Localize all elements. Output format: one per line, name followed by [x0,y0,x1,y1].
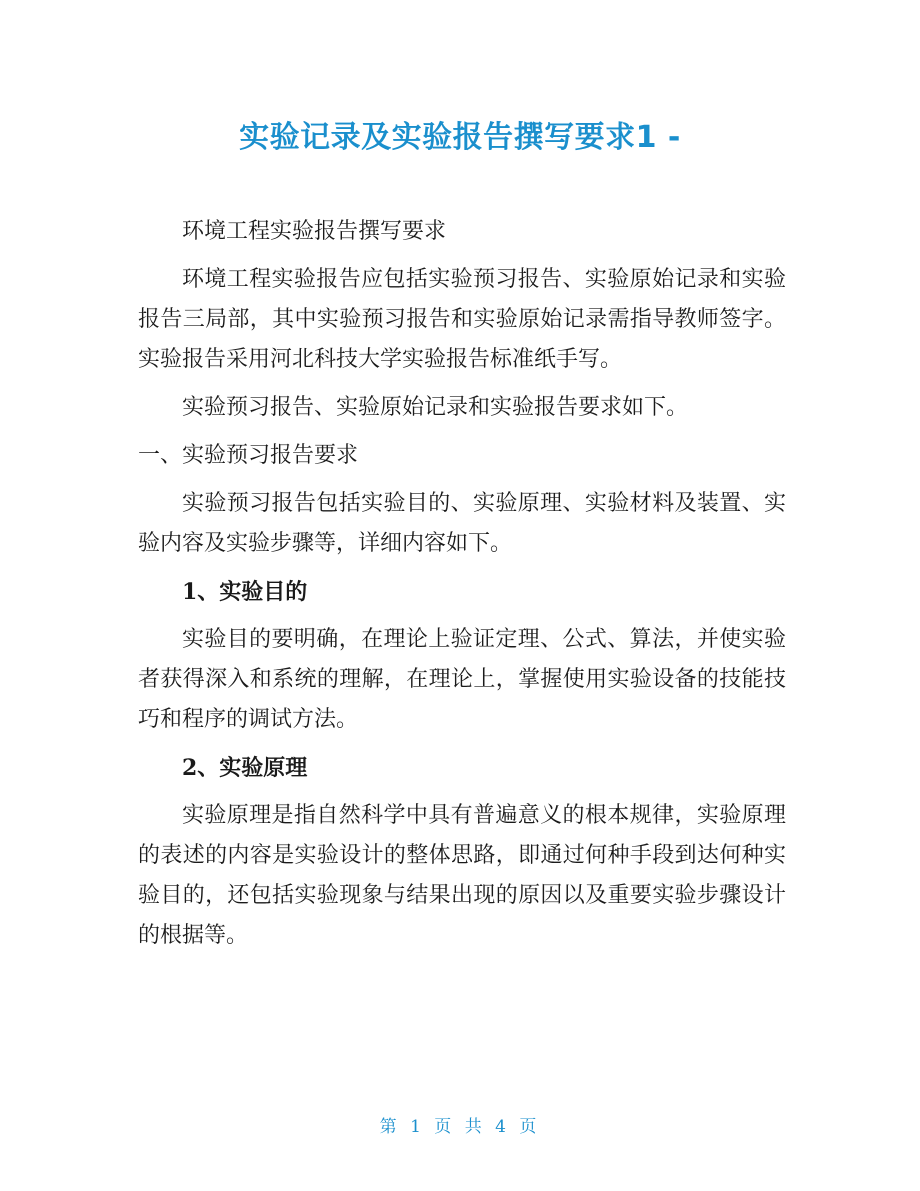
document-body [138,212,786,964]
section-heading-preview-report: 一、实验预习报告要求 [138,443,359,468]
paragraph-preview-report: 实验预习报告包括实验目的、实验原理、实验材料及装置、实验内容及实验步骤等，详细内容如下。 [138,491,786,556]
page-footer: 第 1 页 共 4 页 [379,1117,541,1137]
paragraph-intro: 环境工程实验报告应包括实验预习报告、实验原始记录和实验报告三局部，其中实验预习报告和实验原始记录需指导教师签字。实验报告采用河北科技大学实验报告标准纸手写。 [138,267,786,372]
paragraph-principle: 实验原理是指自然科学中具有普遍意义的根本规律，实验原理的表述的内容是实验设计的整体思路，即通过何种手段到达何种实验目的，还包括实验现象与结果出现的原因以及重要实验步骤设计的根据等。 [138,803,786,948]
paragraph-requirements-lead: 实验预习报告、实验原始记录和实验报告要求如下。 [182,395,689,420]
subheading-principle: 2、实验原理 [182,755,308,781]
paragraph-heading: 环境工程实验报告撰写要求 [182,219,447,244]
page-title: 实验记录及实验报告撰写要求1 - [239,120,681,155]
subheading-purpose: 1、实验目的 [182,579,308,605]
paragraph-purpose: 实验目的要明确，在理论上验证定理、公式、算法，并使实验者获得深入和系统的理解，在理论上，掌握使用实验设备的技能技巧和程序的调试方法。 [138,627,786,732]
